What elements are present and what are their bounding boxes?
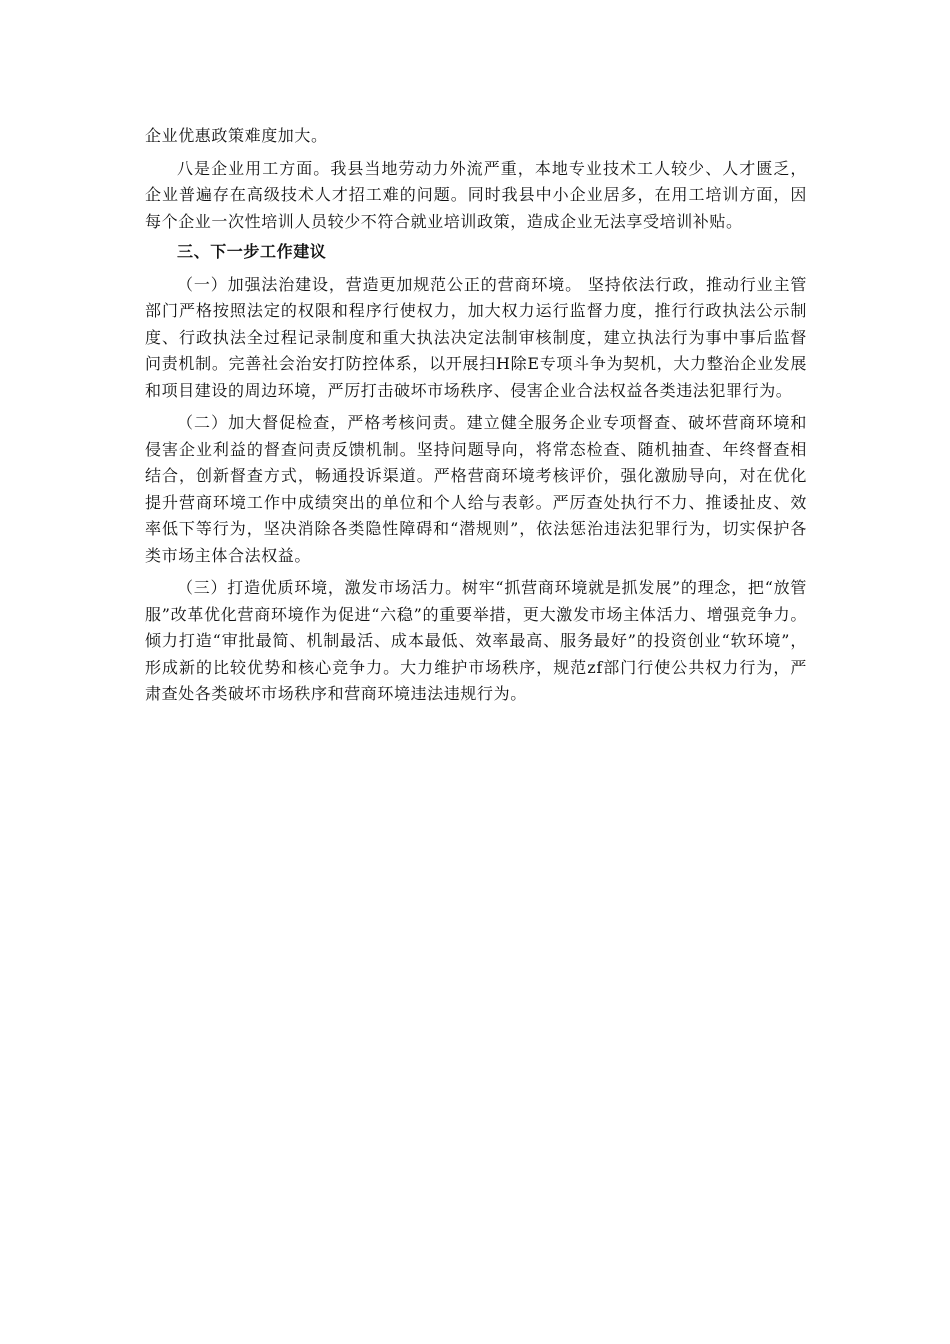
paragraph-continuation: 企业优惠政策难度加大。: [145, 126, 328, 145]
paragraph-suggestion-1: （一）加强法治建设，营造更加规范公正的营商环境。 坚持依法行政，推动行业主管部门严格按照法定的权限和程序行使权力，加大权力运行监督力度，推行行政执法公示制度、行政执法全过程记录制度和重大执法决定法制审核制度，建立执法行为事中事后监督问责机制。完善社会治安打防控体系，以开展扫H除E专项斗争为契机，大力整治企业发展和项目建设的周边环境，严厉打击破坏市场秩序、侵害企业合法权益各类违法犯罪行为。: [145, 274, 807, 400]
paragraph-suggestion-2: （二）加大督促检查，严格考核问责。建立健全服务企业专项督查、破坏营商环境和侵害企业利益的督查问责反馈机制。坚持问题导向，将常态检查、随机抽查、年终督查相结合，创新督查方式，畅通投诉渠道。严格营商环境考核评价，强化激励导向，对在优化提升营商环境工作中成绩突出的单位和个人给与表彰。严厉查处执行不力、推诿扯皮、效率低下等行为，坚决消除各类隐性障碍和“潜规则”，依法惩治违法犯罪行为，切实保护各类市场主体合法权益。: [145, 413, 807, 565]
paragraph-suggestion-3: （三）打造优质环境，激发市场活力。树牢“抓营商环境就是抓发展”的理念，把“放管服”改革优化营商环境作为促进“六稳”的重要举措，更大激发市场主体活力、增强竞争力。倾力打造“审批最简、机制最活、成本最低、效率最高、服务最好”的投资创业“软环境”，形成新的比较优势和核心竞争力。大力维护市场秩序，规范zf部门行使公共权力行为，严肃查处各类破坏市场秩序和营商环境违法违规行为。: [145, 578, 807, 703]
section-heading: 三、下一步工作建议: [177, 242, 327, 261]
paragraph-employment: 八是企业用工方面。我县当地劳动力外流严重，本地专业技术工人较少、人才匮乏，企业普遍存在高级技术人才招工难的问题。同时我县中小企业居多，在用工培训方面，因每个企业一次性培训人员较少不符合就业培训政策，造成企业无法享受培训补贴。: [145, 158, 807, 231]
document-body: [145, 123, 807, 708]
